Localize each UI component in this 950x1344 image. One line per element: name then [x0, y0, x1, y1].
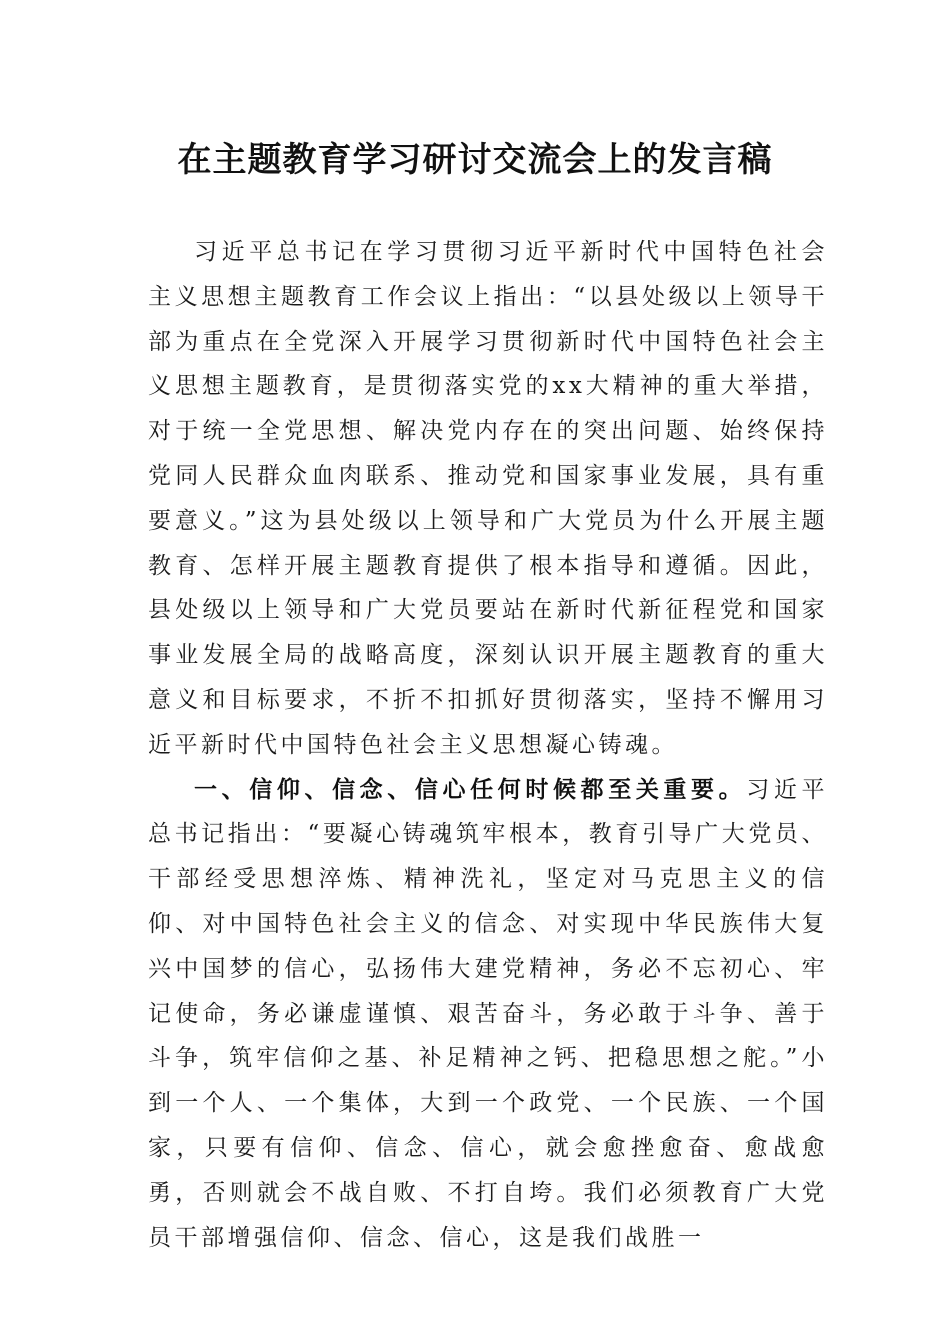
document-title: 在主题教育学习研讨交流会上的发言稿	[177, 140, 773, 180]
paragraph-text: 习近平总书记指出：“要凝心铸魂筑牢根本，教育引导广大党员、干部经受思想淬炼、精神洗礼，坚定对马克思主义的信仰、对中国特色社会主义的信念、对实现中华民族伟大复兴中国梦的信心，弘扬伟大建党精神，务必不忘初心、牢记使命，务必谦虚谨慎、艰苦奋斗，务必敢于斗争、善于斗争，筑牢信仰之基、补足精神之钙、把稳思想之舵。”小到一个人、一个集体，大到一个政党、一个民族、一个国家，只要有信仰、信念、信心，就会愈挫愈奋、愈战愈勇，否则就会不战自败、不打自垮。我们必须教育广大党员干部增强信仰、信念、信心，这是我们战胜一	[148, 776, 829, 1251]
paragraph-text: 习近平总书记在学习贯彻习近平新时代中国特色社会主义思想主题教育工作会议上指出：“以县处级以上领导干部为重点在全党深入开展学习贯彻新时代中国特色社会主义思想主题教育，是贯彻落实党的xx大精神的重大举措，对于统一全党思想、解决党内存在的突出问题、始终保持党同人民群众血肉联系、推动党和国家事业发展，具有重要意义。”这为县处级以上领导和广大党员为什么开展主题教育、怎样开展主题教育提供了根本指导和遵循。因此，县处级以上领导和广大党员要站在新时代新征程党和国家事业发展全局的战略高度，深刻认识开展主题教育的重大意义和目标要求，不折不扣抓好贯彻落实，坚持不懈用习近平新时代中国特色社会主义思想凝心铸魂。	[148, 239, 828, 758]
paragraph-intro	[148, 230, 828, 768]
document-body	[148, 230, 828, 1260]
paragraph-section-one	[148, 768, 828, 1261]
section-heading: 一、信仰、信念、信心任何时候都至关重要。	[194, 776, 747, 803]
